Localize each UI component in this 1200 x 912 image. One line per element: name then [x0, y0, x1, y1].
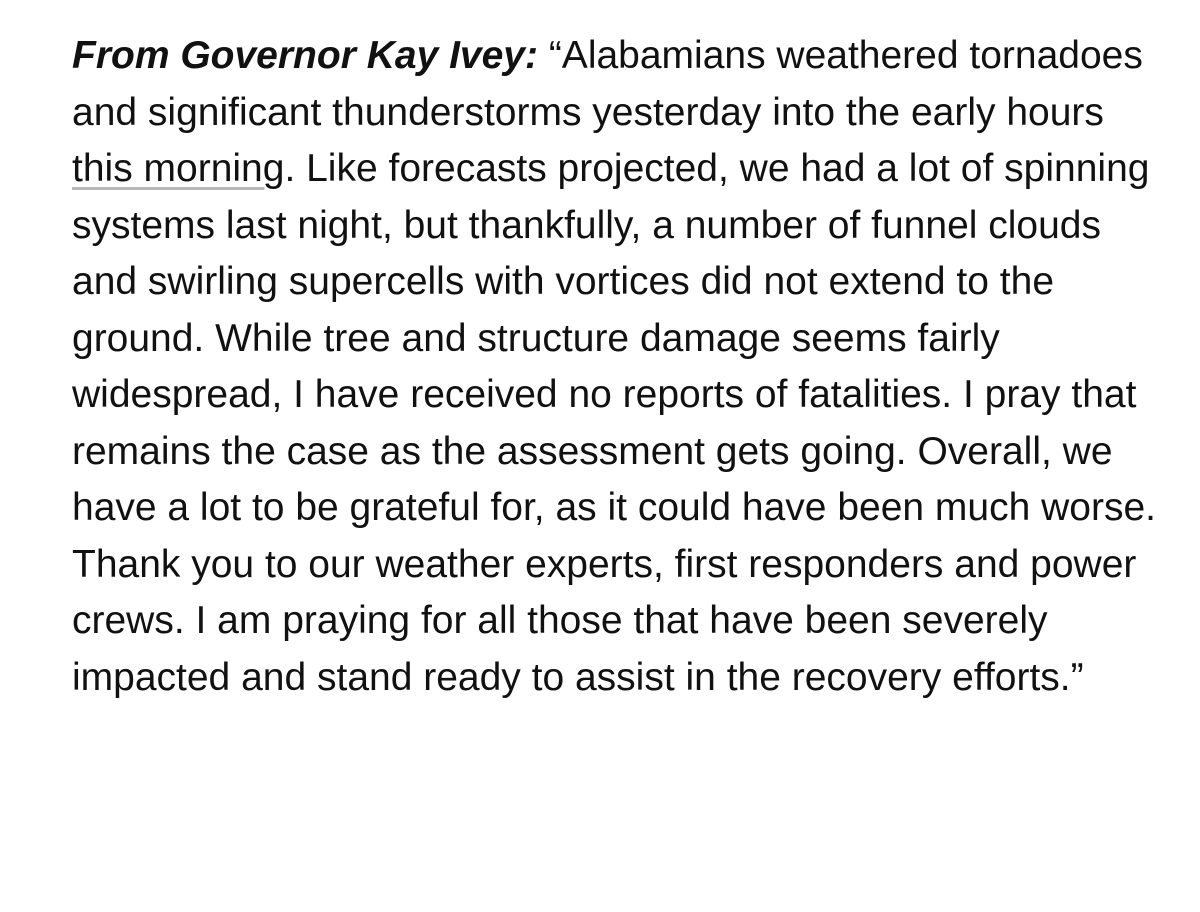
statement-attribution: From Governor Kay Ivey: — [72, 34, 538, 77]
statement-continuation-text: . Like forecasts projected, we had a lot of spinning systems last night, but thankfully, a number of funnel clouds and swirling supercells with vortices did not extend to the ground. While tree and structure damage seems fairly widespread, I have received no reports of fatalities. I pray that remains the case as the assessment gets going. Overall, we have a lot to be grateful for, as it could have been much worse. Thank you to our weather experts, first responders and power crews. I am praying for all those that have been severely impacted and stand ready to assist in the recovery efforts.” — [72, 147, 1156, 699]
statement-opening-text: “Alabamians weathered tornadoes and significant thunderstorms yesterday into the early hours — [72, 34, 1143, 134]
this-morning-link[interactable]: this morning — [72, 147, 285, 190]
governor-statement — [72, 28, 1172, 706]
